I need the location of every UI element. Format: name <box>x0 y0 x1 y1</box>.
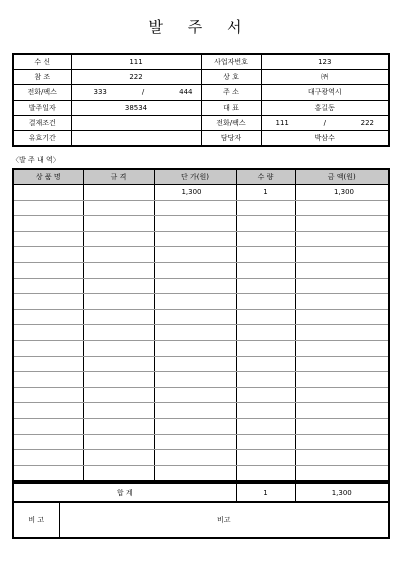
cell-spec <box>83 340 154 356</box>
biz-no-label: 사업자번호 <box>201 54 261 70</box>
address-label: 주 소 <box>201 85 261 100</box>
order-info-table <box>12 53 390 147</box>
validity-value <box>71 130 201 146</box>
remarks-value: 비고 <box>59 502 389 538</box>
ref-value: 222 <box>71 70 201 85</box>
cell-unit-price <box>154 403 236 419</box>
cell-product <box>13 294 83 310</box>
cell-amount <box>295 294 389 310</box>
table-row <box>13 465 389 481</box>
cell-quantity <box>236 231 295 247</box>
cell-quantity <box>236 403 295 419</box>
cell-unit-price <box>154 340 236 356</box>
cell-amount <box>295 340 389 356</box>
cell-spec <box>83 278 154 294</box>
cell-amount <box>295 418 389 434</box>
table-row <box>13 418 389 434</box>
cell-amount: 1,300 <box>295 185 389 201</box>
table-row <box>13 278 389 294</box>
cell-amount <box>295 372 389 388</box>
cell-product <box>13 247 83 263</box>
cell-spec <box>83 294 154 310</box>
cell-unit-price <box>154 231 236 247</box>
cell-quantity <box>236 340 295 356</box>
cell-spec <box>83 185 154 201</box>
table-row <box>13 434 389 450</box>
cell-unit-price <box>154 356 236 372</box>
cell-unit-price <box>154 325 236 341</box>
cell-quantity <box>236 450 295 466</box>
cell-quantity <box>236 278 295 294</box>
cell-amount <box>295 262 389 278</box>
cell-quantity <box>236 294 295 310</box>
cell-unit-price <box>154 278 236 294</box>
cell-unit-price <box>154 247 236 263</box>
order-date-value: 38534 <box>71 100 201 115</box>
cell-amount <box>295 465 389 481</box>
cell-quantity <box>236 216 295 232</box>
slash-left: / <box>141 88 145 97</box>
cell-amount <box>295 309 389 325</box>
cell-product <box>13 340 83 356</box>
order-date-label: 발주일자 <box>13 100 71 115</box>
manager-label: 담당자 <box>201 130 261 146</box>
cell-spec <box>83 372 154 388</box>
col-header-quantity: 수 량 <box>236 169 295 185</box>
cell-quantity <box>236 465 295 481</box>
cell-product <box>13 216 83 232</box>
cell-product <box>13 325 83 341</box>
cell-quantity <box>236 434 295 450</box>
cell-product <box>13 403 83 419</box>
slash-right: / <box>323 118 326 127</box>
phone-fax-label-left: 전화/팩스 <box>13 85 71 100</box>
cell-product <box>13 434 83 450</box>
col-header-product: 상 품 명 <box>13 169 83 185</box>
cell-spec <box>83 465 154 481</box>
cell-amount <box>295 434 389 450</box>
cell-spec <box>83 450 154 466</box>
rep-label: 대 표 <box>201 100 261 115</box>
cell-product <box>13 372 83 388</box>
cell-quantity <box>236 372 295 388</box>
recipient-label: 수 신 <box>13 54 71 70</box>
table-row <box>13 262 389 278</box>
cell-quantity <box>236 356 295 372</box>
cell-amount <box>295 247 389 263</box>
cell-unit-price <box>154 309 236 325</box>
cell-spec <box>83 262 154 278</box>
rep-value: 홍길동 <box>261 100 389 115</box>
total-amount: 1,300 <box>295 483 389 502</box>
cell-amount <box>295 325 389 341</box>
cell-product <box>13 387 83 403</box>
section-label: 〈발 주 내 역〉 <box>12 156 60 164</box>
table-row <box>13 309 389 325</box>
manager-value: 박삼수 <box>261 130 389 146</box>
cell-spec <box>83 247 154 263</box>
biz-no-value: 123 <box>261 54 389 70</box>
cell-product <box>13 356 83 372</box>
table-row <box>13 294 389 310</box>
cell-product <box>13 185 83 201</box>
cell-spec <box>83 216 154 232</box>
fax-right: 222 <box>360 118 374 127</box>
cell-amount <box>295 356 389 372</box>
phone-fax-value-left <box>71 85 201 100</box>
col-header-spec: 규 격 <box>83 169 154 185</box>
company-value: ㈜ <box>261 70 389 85</box>
total-quantity: 1 <box>236 483 295 502</box>
cell-product <box>13 418 83 434</box>
cell-amount <box>295 403 389 419</box>
table-row <box>13 356 389 372</box>
cell-spec <box>83 200 154 216</box>
cell-amount <box>295 387 389 403</box>
cell-product <box>13 450 83 466</box>
cell-amount <box>295 200 389 216</box>
cell-quantity <box>236 387 295 403</box>
cell-quantity <box>236 418 295 434</box>
items-header-row <box>13 169 389 185</box>
order-items-table <box>12 168 390 482</box>
payment-label: 결재조건 <box>13 115 71 130</box>
total-label: 합 계 <box>13 483 236 502</box>
cell-unit-price <box>154 465 236 481</box>
cell-unit-price <box>154 216 236 232</box>
phone-fax-label-right: 전화/팩스 <box>201 115 261 130</box>
col-header-unit-price: 단 가(원) <box>154 169 236 185</box>
table-row <box>13 387 389 403</box>
cell-spec <box>83 403 154 419</box>
cell-unit-price <box>154 200 236 216</box>
payment-value <box>71 115 201 130</box>
cell-spec <box>83 434 154 450</box>
col-header-amount: 금 액(원) <box>295 169 389 185</box>
table-row <box>13 372 389 388</box>
table-row <box>13 231 389 247</box>
ref-label: 참 조 <box>13 70 71 85</box>
cell-spec <box>83 309 154 325</box>
cell-product <box>13 200 83 216</box>
table-row <box>13 185 389 201</box>
cell-unit-price <box>154 387 236 403</box>
cell-product <box>13 309 83 325</box>
cell-quantity <box>236 309 295 325</box>
cell-unit-price <box>154 262 236 278</box>
recipient-value: 111 <box>71 54 201 70</box>
cell-spec <box>83 231 154 247</box>
cell-product <box>13 278 83 294</box>
cell-spec <box>83 325 154 341</box>
remarks-table <box>12 501 390 539</box>
fax-left: 444 <box>179 88 193 97</box>
total-table <box>12 482 390 503</box>
cell-quantity: 1 <box>236 185 295 201</box>
cell-unit-price: 1,300 <box>154 185 236 201</box>
validity-label: 유효기간 <box>13 130 71 146</box>
remarks-label: 비 고 <box>13 502 59 538</box>
phone-left: 333 <box>93 88 107 97</box>
table-row <box>13 247 389 263</box>
cell-unit-price <box>154 418 236 434</box>
cell-product <box>13 465 83 481</box>
phone-fax-value-right <box>261 115 389 130</box>
cell-spec <box>83 418 154 434</box>
company-label: 상 호 <box>201 70 261 85</box>
cell-amount <box>295 278 389 294</box>
cell-product <box>13 262 83 278</box>
cell-unit-price <box>154 294 236 310</box>
cell-amount <box>295 231 389 247</box>
table-row <box>13 325 389 341</box>
document-title: 발 주 서 <box>148 18 252 36</box>
cell-amount <box>295 450 389 466</box>
cell-quantity <box>236 247 295 263</box>
cell-unit-price <box>154 434 236 450</box>
table-row <box>13 340 389 356</box>
cell-quantity <box>236 200 295 216</box>
cell-quantity <box>236 262 295 278</box>
cell-amount <box>295 216 389 232</box>
cell-spec <box>83 356 154 372</box>
cell-product <box>13 231 83 247</box>
address-value: 대구광역시 <box>261 85 389 100</box>
table-row <box>13 200 389 216</box>
table-row <box>13 403 389 419</box>
table-row <box>13 216 389 232</box>
cell-unit-price <box>154 450 236 466</box>
cell-spec <box>83 387 154 403</box>
table-row <box>13 450 389 466</box>
cell-unit-price <box>154 372 236 388</box>
phone-right: 111 <box>275 118 289 127</box>
cell-quantity <box>236 325 295 341</box>
